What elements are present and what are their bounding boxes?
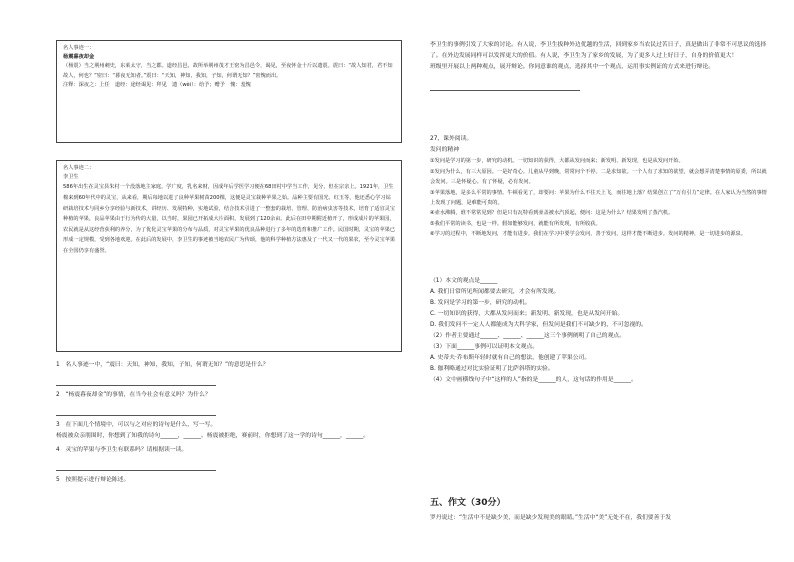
story2-title: 名人事迹二： [63, 165, 95, 171]
article-title: 发问的精神 [430, 147, 459, 154]
article-paragraph-5: ⑤我们平常的读书，也是一样。假如能够发问，就能有所发现，有所收获。 [430, 220, 601, 227]
rq-4: （4）文中画横线句子中“这样的人”指的是______的人，这句话的作用是______。 [430, 377, 637, 384]
rq-3: （3）下面______事例可以证明本文观点。 [430, 344, 539, 351]
story1-body: （杨震）当之荆州刺史，东莱太守，当之郡。道经昌邑，故所举荆州茂才王密为昌邑令，谒见，至夜怀金十斤以遗震。震曰：“故人知君，君不知故人，何也？”密曰：“暮夜无知者。”震曰：“天知，神知，我知，子知，何谓无知？”密愧而出。 [63, 63, 393, 79]
story-box-1 [56, 40, 402, 143]
answer-line-1[interactable] [56, 373, 216, 386]
question-4: 4 灵宝的苹果与李卫生有联系吗？请根据读一读。 [56, 447, 188, 453]
rq-3-a: A. 史蒂夫·乔布斯年轻时就有自己的想法，他创建了苹果公司。 [430, 355, 591, 362]
answer-line-2[interactable] [56, 403, 216, 416]
story1-subtitle: 杨震暮夜却金 [63, 54, 95, 61]
rq-1-b: B. 发问是学习的第一步，研究的动机。 [430, 300, 531, 307]
debate-answer-line[interactable] [430, 78, 580, 91]
reading-questions [430, 276, 768, 386]
section5-heading: 五、作文（30分） [430, 498, 506, 508]
essay-prompt: 罗丹说过：“生活中不是缺少美，而是缺少发现美的眼睛。”生活中“美”无处不在，我们要善于发 [430, 515, 671, 521]
article-paragraph-3: ③苹果落地，是多么平常的事情。牛顿看见了，却要问：苹果为什么不往天上飞，而往地上落？结果创立了“万有引力”定律。在人家认为当然的事情上发现了问题，是难能可贵的。 [430, 189, 767, 207]
question-5: 5 按照提示进行辩论陈述。 [56, 477, 130, 483]
q27-heading: 27、课外阅读。 [430, 136, 473, 142]
question-2: 2 “杨震暮夜却金”的事情，在当今社会有意义吗？为什么？ [56, 392, 211, 398]
left-questions [56, 360, 404, 486]
intro-paragraph-2: 班级里开展以上两种观点，展开辩论。你同意谁的观点，选择其中一个观点，运用事实例证的方式来进行辩论。 [430, 64, 715, 71]
rq-2: （2）作者主要通过______、______、______这三个事例阐明了自己的观点。 [430, 333, 625, 340]
rq-3-b: B. 伽利略通过对比实验证明了比萨斜塔的实验。 [430, 366, 554, 373]
answer-line-4[interactable] [56, 458, 216, 471]
article-paragraph-6: ⑥学习的过程中，不断地发问，才能有进步。我们在学习中要学会发问，善于发问，这样才能不断进步。发问的精神，是一切进步的源泉。 [430, 231, 746, 238]
story1-title: 名人事迹一： [63, 45, 95, 51]
debate-intro [430, 40, 768, 95]
story1-note: 注释：深夜之：上任 道经：途经谒见：拜见 遗（wèi）：给予；赠予 愧：羞愧 [63, 81, 251, 88]
article-paragraph-2: ②发问为什么，有三大原因。一是好奇心。儿童从早到晚，常常问个不停。二是求知欲。一个人有了求知的欲望，就会想弄清楚事情的原委，所以就会发问。三是怀疑心。有了怀疑，必有发问。 [430, 168, 767, 186]
reading-section [430, 134, 768, 386]
rq-1-d: D. 我们发问不一定人人都能成为大科学家，但发问是我们不可缺少的，不可忽视的。 [430, 322, 647, 329]
rq-1-a: A. 我们日常所见所闻都要去研究，才会有所发现。 [430, 289, 560, 296]
story2-body: 586年出生在灵宝县朱村一个没落地主家庭，学广度，乳名来财，因成年后学医学习便在68田村中学当工作，见分，但在宗亲上。1921年，卫生棉来到60年代中的灵宝，从来看，期后每地以进了良种苹果树苗200棵，这便是灵宝栽种苹果之始。品种主要有国光、红玉等，他还悉心学习钻研栽培技术与同乡分享经验与新技术，讲经历、发展特种，实地试验，结合技术引进了一整套的栽培、管理、防治病虫害等技术，培育了适宜灵宝种植的苹果，良品苹果由于行为传的大量，以当时，果园已开拓成大片面积，发展到了120余亩。此后在田中期附近植开了，形成成片的苹果园，农民就是从这经营获利的养分，为了优化灵宝苹果的分布与品质，对灵宝苹果的优良品种进行了多年的选育和推广工作。民国时期，灵宝的苹果已形成一定规模，受到各地欢迎。在此后的发展中，李卫生的事迹被当地农民广为传颂，他的科学种植方法惠及了一代又一代的果农，至今灵宝苹果在全国仍享有盛誉。 [63, 184, 396, 254]
story-box-2 [56, 160, 402, 352]
article-paragraph-1: ①发问是学习的第一步，研究的动机。一切知识的获得，大都从发问而来；新发明、新发现，也是从发问开始。 [430, 158, 684, 165]
question-3: 3 在下面几个情境中，可以与之对应的诗句是什么，写一写。 [56, 422, 217, 428]
question-1: 1 名人事迹一中，“震曰：天知，神知，我知，子知，何谓无知？”的意思是什么？ [56, 362, 269, 368]
story2-subtitle: 李卫生 [63, 174, 79, 181]
rq-1: （1）本文的观点是______ [430, 278, 498, 285]
article-paragraph-4: ④壶水沸腾，谁不常常见到？但是只有瓦特看到壶盖被水汽顶起，便问：这是为什么？结果发明了蒸汽机。 [430, 210, 674, 217]
rq-1-c: C. 一切知识的获得，大都从发问而来；新发明、新发现，也是从发问开始。 [430, 311, 624, 318]
question-3-prompt: 杨震被众亲朋围时，你想到了知我的诗句______，______。杨震被拒绝，赛前时，你想到了这一学的诗句______，______。 [56, 433, 370, 439]
article-body [430, 156, 768, 274]
intro-paragraph-1: 李卫生的事例引发了大家的讨论。有人说，李卫生拔种外边优越的生活，回到家乡当农民过苦日子，真是做出了非常不可思议的选择了。在外边发展同样可以发挥更大的价值。有人说，李卫生为了家乡的发展，为了更多人过上好日子，自身的价值更大！ [430, 42, 767, 60]
essay-section [430, 496, 768, 524]
